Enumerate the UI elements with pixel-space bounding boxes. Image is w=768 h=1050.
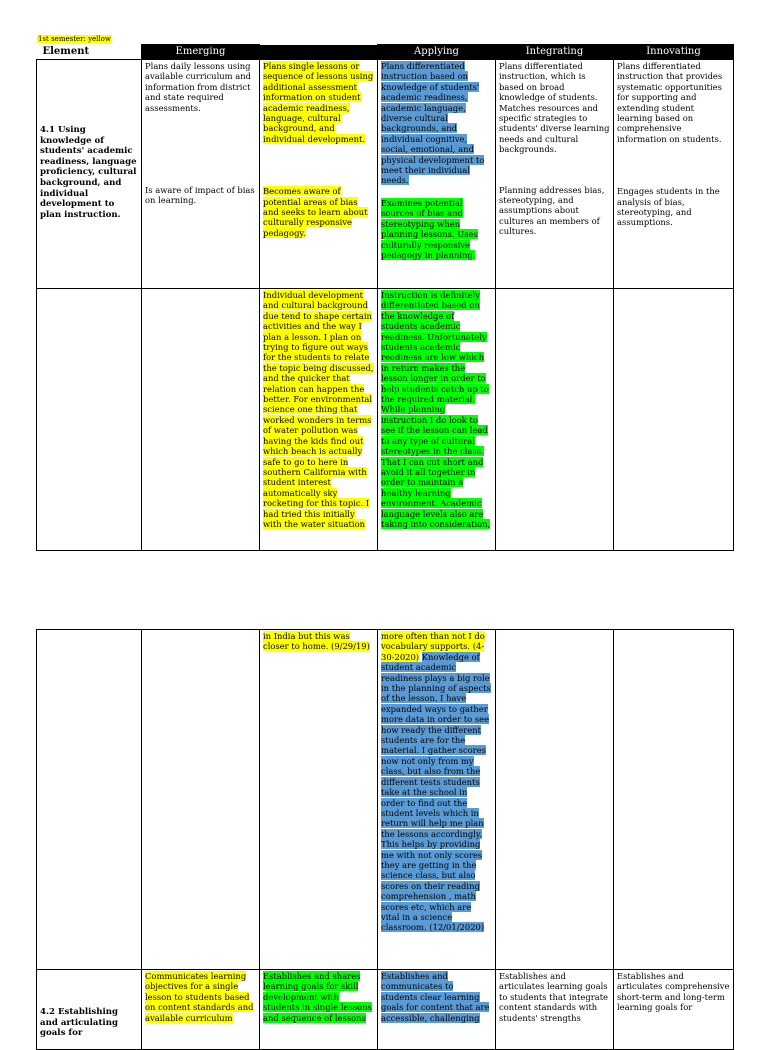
integrating-desc-b: Planning addresses bias, stereotyping, and assumptions about cultures an members of cultures. bbox=[499, 184, 605, 237]
evidence-applying-cell bbox=[378, 289, 496, 551]
empty-cell bbox=[496, 289, 614, 551]
row42-integrating: Establishes and articulates learning goals to students that integrate content standards with students' strengths bbox=[499, 971, 609, 1023]
innovating-4-2-cell bbox=[614, 970, 734, 1050]
applying-4-2-cell bbox=[378, 970, 496, 1050]
empty-cell bbox=[142, 289, 260, 551]
empty-cell bbox=[496, 630, 614, 970]
exploring-desc-b: Becomes aware of potential areas of bias and seeks to learn about culturally responsive pedagogy. bbox=[263, 186, 368, 238]
emerging-desc-a: Plans daily lessons using available curriculum and information from district and state required assessments. bbox=[145, 61, 252, 113]
empty-cell bbox=[614, 289, 734, 551]
evidence-applying-2: more often than not I do vocabulary supports. (4-30-2020) bbox=[381, 631, 485, 662]
empty-cell bbox=[37, 289, 142, 551]
integrating-desc-a: Plans differentiated instruction, which is based on broad knowledge of students. Matches resources and specific strategies to students' diverse learning needs and cultural backgrounds. bbox=[499, 61, 610, 155]
row42-innovating: Establishes and articulates comprehensive short-term and long-term learning goals for bbox=[617, 971, 730, 1013]
evidence-exploring-1: Individual development and cultural background due tend to shape certain activities and the way I plan a lesson. I plan on trying to figure out ways for the students to relate the topic being discussed, and the quicker that relation can happen the better. For environmental science one thing that worked wonders in terms of water pollution was having the kids find out which beach is actually safe to go to here in southern California with student interest automatically sky rocketing for this topic. I had tried this initially with the water situation bbox=[263, 290, 374, 529]
applying-desc-b: Examines potential sources of bias and stereotyping when planning lessons. Uses culturally responsive pedagogy in planning. bbox=[381, 197, 478, 260]
empty-cell bbox=[142, 630, 260, 970]
rubric-table-page2 bbox=[36, 629, 734, 1050]
element-4-2-label: 4.2 Establishing and articulating goals for bbox=[40, 1007, 119, 1039]
evidence-applying-1: Instruction is definitely differentiated based on the knowledge of students academic readiness. Unfortunately students academic readiness are low which in return makes the lesson longer in order to help students catch up to the required material. While planning instruction I do look to see if the lesson can lead to any type of cultural stereotypes in the class. That I can cut short and avoid it all together in order to maintain a healthy learning environment. Academic language levels also are taking into consideration, bbox=[381, 290, 491, 529]
applying-cell bbox=[378, 60, 496, 289]
header-emerging: Emerging bbox=[142, 45, 260, 60]
table-row bbox=[37, 60, 734, 289]
integrating-4-2-cell bbox=[496, 970, 614, 1050]
row42-exploring2: Establishes and shares learning goals for skill development with students in single lessons and sequence of lessons bbox=[263, 971, 372, 1023]
exploring-desc-a: Plans single lessons or sequence of lessons using additional assessment information on student academic readiness, language, cultural background, and individual development. bbox=[263, 61, 374, 144]
rubric-table-page1 bbox=[36, 44, 734, 551]
header-gap bbox=[260, 45, 378, 60]
innovating-desc-a: Plans differentiated instruction that provides systematic opportunities for supporting and extending student learning based on comprehensive information on students. bbox=[617, 61, 723, 144]
semester-legend-note: 1st semester: yellow bbox=[38, 35, 111, 43]
innovating-desc-b: Engages students in the analysis of bias, stereotyping, and assumptions. bbox=[617, 186, 720, 228]
element-4-2-cell bbox=[37, 970, 142, 1050]
empty-cell bbox=[37, 630, 142, 970]
table-row bbox=[37, 970, 734, 1050]
header-integrating: Integrating bbox=[496, 45, 614, 60]
table-row bbox=[37, 630, 734, 970]
applying-desc-a: Plans differentiated instruction based on knowledge of students' academic readiness, academic language, diverse cultural backgrounds, and individual cognitive, social, emotional, and physical development to meet their individual needs. bbox=[381, 61, 485, 186]
element-4-1-label: 4.1 Using knowledge of students' academic readiness, language proficiency, cultural background, and individual development to plan instruction. bbox=[40, 125, 137, 220]
emerging-cell bbox=[142, 60, 260, 289]
table-row bbox=[37, 289, 734, 551]
evidence-applying-cell bbox=[378, 630, 496, 970]
row42-exploring: Communicates learning objectives for a single lesson to students based on content standards and available curriculum bbox=[145, 971, 254, 1023]
element-4-1-cell bbox=[37, 60, 142, 289]
evidence-exploring-2: in India but this was closer to home. (9/29/19) bbox=[263, 631, 370, 652]
innovating-cell bbox=[614, 60, 734, 289]
integrating-cell bbox=[496, 60, 614, 289]
header-element: Element bbox=[37, 45, 142, 60]
evidence-exploring-cell bbox=[260, 289, 378, 551]
rubric-header-row bbox=[37, 45, 734, 60]
exploring2-4-2-cell bbox=[260, 970, 378, 1050]
evidence-applying-3: Knowledge of student academic readiness plays a big role in the planning of aspects of the lesson. I have expanded ways to gather more data in order to see how ready the different students are for the material. I gather scores now not only from my class, but also from the different tests students take at the school in order to find out the student levels which in return will help me plan the lessons accordingly. This helps by providing me with not only scores they are getting in the science class, but also scores on their reading comprehension , math scores etc, which are vital in a science classroom. (12/01/2020) bbox=[381, 651, 491, 933]
empty-cell bbox=[614, 630, 734, 970]
emerging-desc-b: Is aware of impact of bias on learning. bbox=[145, 185, 255, 206]
row42-applying: Establishes and communicates to students clear learning goals for content that are accessible, challenging bbox=[381, 971, 490, 1023]
header-applying: Applying bbox=[378, 45, 496, 60]
header-innovating: Innovating bbox=[614, 45, 734, 60]
evidence-exploring-cell bbox=[260, 630, 378, 970]
exploring-4-2-cell bbox=[142, 970, 260, 1050]
exploring-cell bbox=[260, 60, 378, 289]
